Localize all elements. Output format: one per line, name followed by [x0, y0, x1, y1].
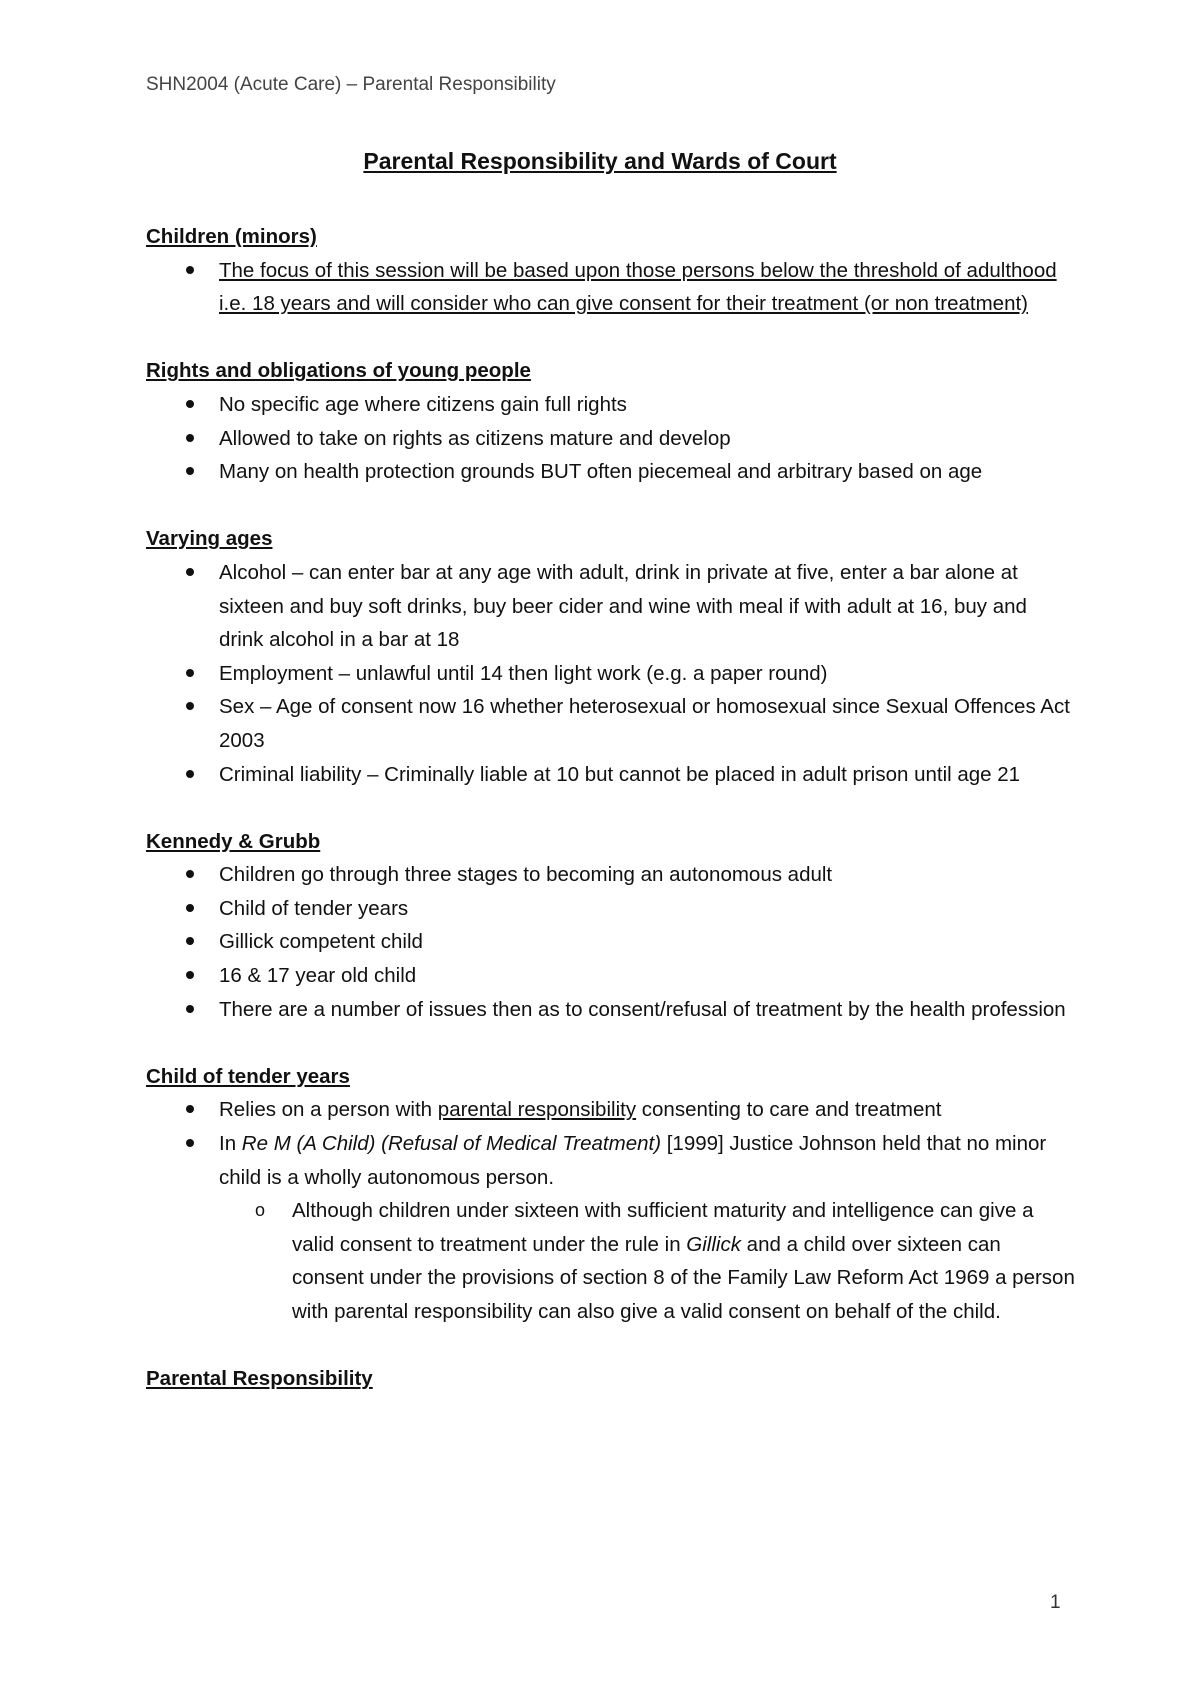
list-item — [146, 925, 1076, 959]
bullet-list — [146, 858, 1076, 1026]
document-body — [146, 220, 1076, 1429]
document-title: Parental Responsibility and Wards of Court — [363, 148, 837, 174]
case-citation: Re M (A Child) (Refusal of Medical Treatment) — [241, 1132, 662, 1156]
bullet-icon — [186, 1005, 194, 1013]
running-header: SHN2004 (Acute Care) – Parental Responsibility — [146, 74, 556, 95]
sub-list-item — [219, 1194, 1076, 1328]
list-item-text: 16 & 17 year old child — [219, 964, 417, 988]
bullet-icon — [186, 467, 194, 475]
section-heading: Kennedy & Grubb — [146, 829, 321, 853]
parental-responsibility-term: parental responsibility — [437, 1098, 637, 1122]
list-item — [146, 556, 1076, 657]
section-heading: Children (minors) — [146, 225, 317, 248]
list-item — [146, 690, 1076, 757]
section-varying-ages — [146, 522, 1076, 791]
list-item — [146, 758, 1076, 792]
section-heading: Parental Responsibility — [146, 1367, 373, 1391]
case-citation: Gillick — [686, 1232, 741, 1256]
sub-item-text-end: and a child over sixteen can consent under the provisions of section 8 of the Family Law Reform Act 1969 a person with parental responsibility can also give a valid consent on behalf of the child. — [292, 1232, 1075, 1323]
sub-list — [219, 1194, 1076, 1328]
bullet-icon — [186, 870, 194, 878]
list-item — [146, 254, 1076, 321]
bullet-icon — [186, 1139, 194, 1147]
sub-item-text-start: Although children under sixteen with sufficient maturity and intelligence can give a valid consent to treatment under the rule in — [292, 1199, 1034, 1256]
list-item — [146, 422, 1076, 456]
bullet-list — [146, 388, 1076, 489]
list-item-text: There are a number of issues then as to consent/refusal of treatment by the health profession — [219, 997, 1066, 1021]
list-item-text-start: Relies on a person with — [219, 1098, 438, 1122]
list-item — [146, 657, 1076, 691]
list-item — [146, 892, 1076, 926]
bullet-icon — [186, 702, 194, 710]
bullet-icon — [186, 937, 194, 945]
bullet-icon — [186, 568, 194, 576]
list-item — [146, 959, 1076, 993]
list-item-text: Sex – Age of consent now 16 whether heterosexual or homosexual since Sexual Offences Act 2003 — [219, 695, 1070, 752]
list-item-text: Criminal liability – Criminally liable at 10 but cannot be placed in adult prison until age 21 — [219, 762, 1021, 786]
list-item-text-start: In — [219, 1132, 242, 1156]
bullet-icon — [186, 434, 194, 442]
list-item-text: Employment – unlawful until 14 then light work (e.g. a paper round) — [219, 661, 828, 685]
list-item-text: Gillick competent child — [219, 930, 423, 954]
bullet-icon — [186, 904, 194, 912]
list-item-text: Children go through three stages to becoming an autonomous adult — [219, 863, 833, 887]
list-item — [146, 1127, 1076, 1329]
list-item-text-end: [1999] Justice Johnson held that no minor child is a wholly autonomous person. — [219, 1132, 1047, 1189]
section-child-of-tender-years — [146, 1060, 1076, 1329]
page-number: 1 — [1050, 1592, 1061, 1613]
list-item — [146, 1093, 1076, 1127]
section-heading: Child of tender years — [146, 1064, 350, 1088]
section-children — [146, 220, 1076, 321]
list-item-text: Child of tender years — [219, 896, 409, 920]
list-item — [146, 388, 1076, 422]
list-item — [146, 455, 1076, 489]
list-item-text: Alcohol – can enter bar at any age with adult, drink in private at five, enter a bar alone at sixteen and buy soft drinks, buy beer cider and wine with meal if with adult at 16, buy and drink alcohol in a bar at 18 — [219, 560, 1027, 652]
list-item — [146, 858, 1076, 892]
bullet-icon — [186, 400, 194, 408]
bullet-list — [146, 556, 1076, 791]
list-item-text: The focus of this session will be based upon those persons below the threshold of adulthood i.e. 18 years and will consider who can give consent for their treatment (or non treatment) — [219, 258, 1057, 316]
section-heading: Rights and obligations of young people — [146, 359, 531, 383]
list-item-text: Many on health protection grounds BUT often piecemeal and arbitrary based on age — [219, 460, 983, 484]
list-item-text: No specific age where citizens gain full rights — [219, 392, 627, 416]
bullet-icon — [186, 266, 194, 274]
circle-bullet-icon: o — [255, 1200, 266, 1221]
bullet-icon — [186, 971, 194, 979]
bullet-icon — [186, 770, 194, 778]
section-kennedy-grubb — [146, 825, 1076, 1027]
bullet-list — [146, 254, 1076, 321]
bullet-icon — [186, 1105, 194, 1113]
section-heading: Varying ages — [146, 527, 273, 551]
list-item — [146, 993, 1076, 1027]
list-item-text: Allowed to take on rights as citizens mature and develop — [219, 426, 731, 450]
bullet-icon — [186, 669, 194, 677]
section-rights — [146, 354, 1076, 488]
bullet-list — [146, 1093, 1076, 1328]
list-item-text-end: consenting to care and treatment — [636, 1098, 942, 1122]
section-parental-responsibility — [146, 1362, 1076, 1396]
